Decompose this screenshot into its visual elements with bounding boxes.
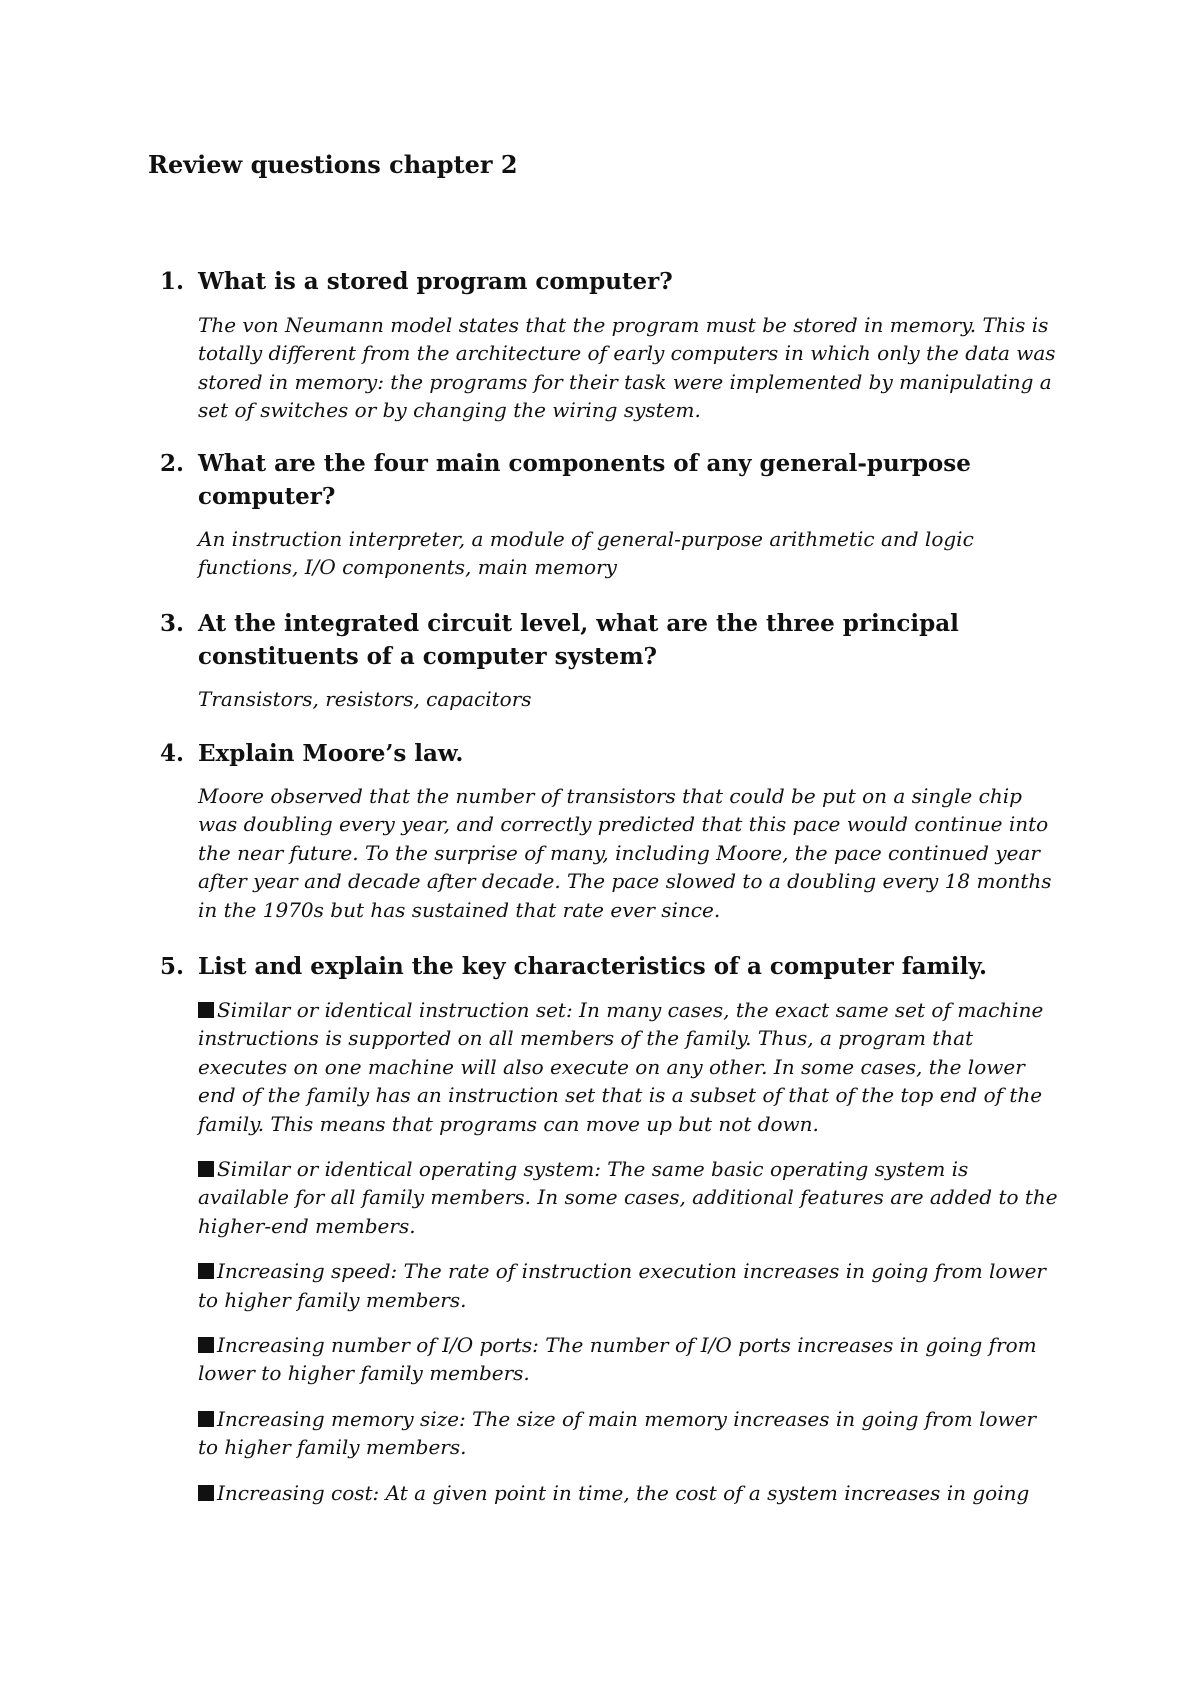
question-number: 4. (160, 740, 185, 767)
question-text: Explain Moore’s law. (198, 740, 464, 767)
bullet-item (160, 1257, 1060, 1314)
bullet-item (160, 1405, 1060, 1462)
bullet-text: Similar or identical operating system: The same basic operating system is available for all family members. In some cases, additional features are added to the higher-end members. (198, 1157, 1058, 1238)
question-text-line: At the integrated circuit level, what are the three principal (198, 610, 959, 637)
answer-text: Moore observed that the number of transistors that could be put on a single chip was doubling every year, and correctly predicted that this pace would continue into the near future. To the surprise of many, including Moore, the pace continued year after year and decade after decade. The pace slowed to a doubling every 18 months in the 1970s but has sustained that rate ever since. (198, 784, 1052, 922)
bullet-text: Similar or identical instruction set: In many cases, the exact same set of machine instructions is supported on all members of the family. Thus, a program that executes on one machine will also execute on any other. In some cases, the lower end of the family has an instruction set that is a subset of that of the top end of the family. This means that programs can move up but not down. (198, 998, 1044, 1136)
black-square-icon (198, 1161, 214, 1177)
question-4 (160, 737, 1060, 924)
answer-text: The von Neumann model states that the program must be stored in memory. This is totally different from the architecture of early computers in which only the data was stored in memory: the programs for their task were implemented by manipulating a set of switches or by changing the wiring system. (198, 313, 1056, 423)
question-1 (160, 265, 1060, 425)
black-square-icon (198, 1263, 214, 1279)
bullet-item (160, 996, 1060, 1138)
black-square-icon (198, 1002, 214, 1018)
document-title: Review questions chapter 2 (148, 150, 518, 179)
answer-text: An instruction interpreter, a module of general-purpose arithmetic and logic functions, I/O components, main memory (198, 527, 974, 580)
bullet-text: Increasing memory size: The size of main memory increases in going from lower to higher family members. (198, 1406, 1037, 1460)
question-heading (160, 737, 1060, 770)
question-5 (160, 950, 1060, 1507)
question-text-line: What are the four main components of any general-purpose (198, 450, 971, 477)
answer-text: Transistors, resistors, capacitors (198, 687, 532, 711)
question-text (198, 447, 1060, 513)
bullet-text: Increasing cost: At a given point in time, the cost of a system increases in going (217, 1480, 1030, 1505)
question-heading (160, 447, 1060, 513)
black-square-icon (198, 1485, 214, 1501)
bullet-item (160, 1331, 1060, 1388)
question-number: 2. (160, 450, 185, 477)
bullet-item (160, 1479, 1060, 1507)
bullet-text: Increasing speed: The rate of instruction execution increases in going from lower to higher family members. (198, 1259, 1046, 1312)
black-square-icon (198, 1337, 214, 1353)
question-number: 3. (160, 610, 185, 637)
bullet-text: Increasing number of I/O ports: The number of I/O ports increases in going from lower to higher family members. (198, 1333, 1037, 1386)
question-heading (160, 950, 1060, 983)
question-text (198, 607, 1060, 673)
question-text-line: computer? (198, 483, 336, 510)
question-heading (160, 265, 1060, 298)
question-2 (160, 447, 1060, 582)
question-3 (160, 607, 1060, 713)
question-heading (160, 607, 1060, 673)
bullet-item (160, 1155, 1060, 1240)
question-text: List and explain the key characteristics of a computer family. (198, 953, 988, 980)
question-text: What is a stored program computer? (198, 268, 673, 295)
black-square-icon (198, 1411, 214, 1427)
question-number: 1. (160, 268, 185, 295)
question-number: 5. (160, 953, 185, 980)
question-text-line: constituents of a computer system? (198, 643, 658, 670)
